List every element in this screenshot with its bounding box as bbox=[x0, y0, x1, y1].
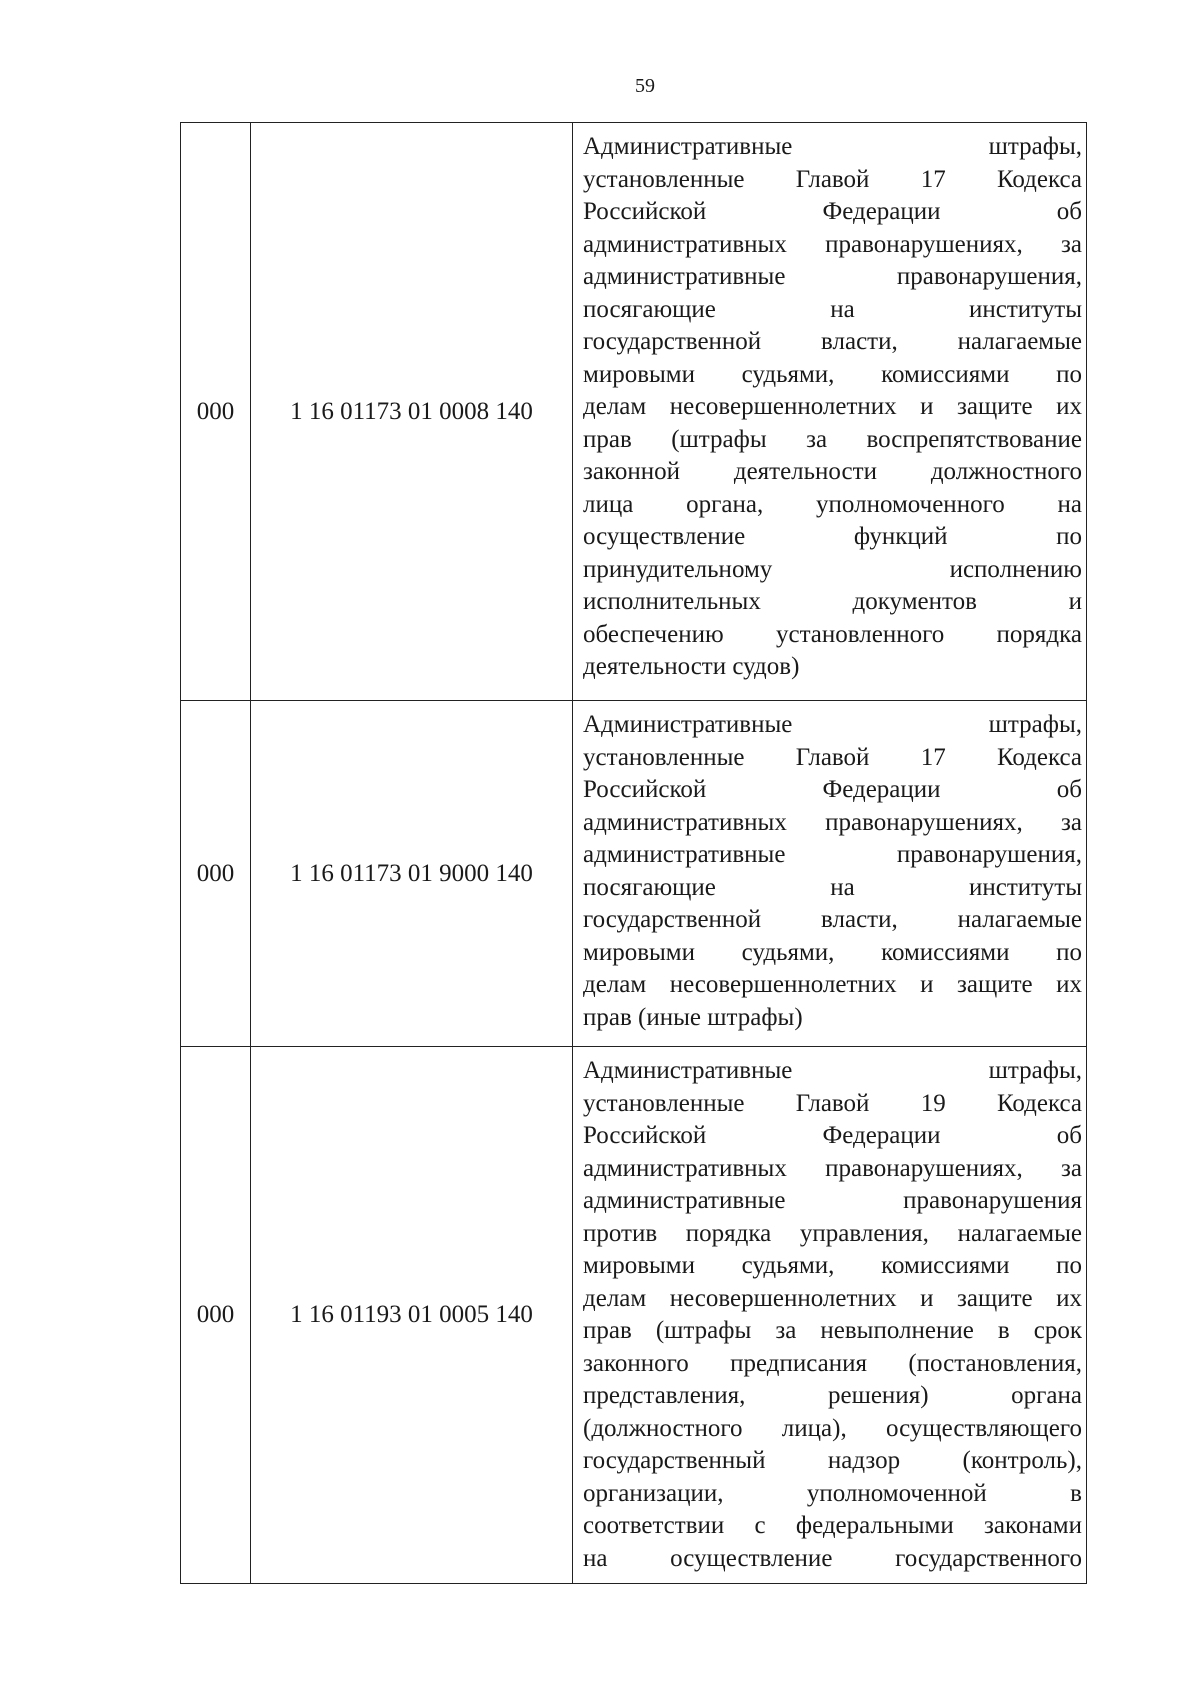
admin-code-cell: 000 bbox=[181, 701, 251, 1047]
description-line: лица органа, уполномоченного на bbox=[583, 490, 1082, 518]
description-cell bbox=[573, 701, 1087, 1047]
description-line: государственной власти, налагаемые bbox=[583, 906, 1082, 933]
description-line: обеспечению установленного порядка bbox=[583, 620, 1082, 648]
description-cell bbox=[573, 1047, 1087, 1584]
description-line: Российской Федерации об bbox=[583, 198, 1082, 225]
table-row bbox=[181, 701, 1087, 1047]
description-line: законной деятельности должностного bbox=[583, 458, 1082, 485]
description-line: административные правонарушения, bbox=[583, 841, 1082, 868]
description-line: Российской Федерации об bbox=[583, 1122, 1082, 1149]
table-row bbox=[181, 123, 1087, 701]
description-line: против порядка управления, налагаемые bbox=[583, 1219, 1082, 1247]
description-line: мировыми судьями, комиссиями по bbox=[583, 360, 1082, 388]
budget-code-cell: 1 16 01173 01 0008 140 bbox=[251, 123, 573, 701]
description-line: представления, решения) органа bbox=[583, 1382, 1082, 1409]
fee-table bbox=[180, 122, 1087, 1584]
description-line: делам несовершеннолетних и защите их bbox=[583, 393, 1082, 420]
description-line: организации, уполномоченной в bbox=[583, 1479, 1082, 1507]
description-line: мировыми судьями, комиссиями по bbox=[583, 1252, 1082, 1279]
description-line: прав (штрафы за воспрепятствование bbox=[583, 425, 1082, 453]
description-line: законного предписания (постановления, bbox=[583, 1349, 1082, 1377]
description-line: административных правонарушениях, за bbox=[583, 230, 1082, 258]
description-line: делам несовершеннолетних и защите их bbox=[583, 1284, 1082, 1312]
description-line: исполнительных документов и bbox=[583, 588, 1082, 615]
description-line: административные правонарушения bbox=[583, 1187, 1082, 1214]
description-line: Российской Федерации об bbox=[583, 776, 1082, 803]
description-line: прав (штрафы за невыполнение в срок bbox=[583, 1317, 1082, 1344]
description-line: осуществление функций по bbox=[583, 523, 1082, 550]
description-line: посягающие на институты bbox=[583, 873, 1082, 901]
description-line: Административные штрафы, bbox=[583, 711, 1082, 738]
description-line: установленные Главой 17 Кодекса bbox=[583, 165, 1082, 193]
description-line: делам несовершеннолетних и защите их bbox=[583, 971, 1082, 998]
description-line: Административные штрафы, bbox=[583, 133, 1082, 160]
description-line: посягающие на институты bbox=[583, 295, 1082, 323]
description-line: на осуществление государственного bbox=[583, 1544, 1082, 1572]
description-line: административных правонарушениях, за bbox=[583, 808, 1082, 836]
description-line: соответствии с федеральными законами bbox=[583, 1512, 1082, 1539]
description-line: Административные штрафы, bbox=[583, 1057, 1082, 1084]
description-line: установленные Главой 17 Кодекса bbox=[583, 743, 1082, 771]
admin-code-cell: 000 bbox=[181, 123, 251, 701]
budget-code-cell: 1 16 01193 01 0005 140 bbox=[251, 1047, 573, 1584]
description-line: установленные Главой 19 Кодекса bbox=[583, 1089, 1082, 1117]
admin-code-cell: 000 bbox=[181, 1047, 251, 1584]
description-line: государственной власти, налагаемые bbox=[583, 328, 1082, 355]
table-row bbox=[181, 1047, 1087, 1584]
description-line: мировыми судьями, комиссиями по bbox=[583, 938, 1082, 966]
description-line: принудительному исполнению bbox=[583, 555, 1082, 583]
description-line: государственный надзор (контроль), bbox=[583, 1447, 1082, 1474]
description-line: (должностного лица), осуществляющего bbox=[583, 1414, 1082, 1442]
page-number: 59 bbox=[635, 75, 655, 97]
description-line: административные правонарушения, bbox=[583, 263, 1082, 290]
budget-code-cell: 1 16 01173 01 9000 140 bbox=[251, 701, 573, 1047]
description-line: прав (иные штрафы) bbox=[583, 1003, 803, 1031]
description-line: деятельности судов) bbox=[583, 653, 800, 680]
description-line: административных правонарушениях, за bbox=[583, 1154, 1082, 1182]
description-cell bbox=[573, 123, 1087, 701]
